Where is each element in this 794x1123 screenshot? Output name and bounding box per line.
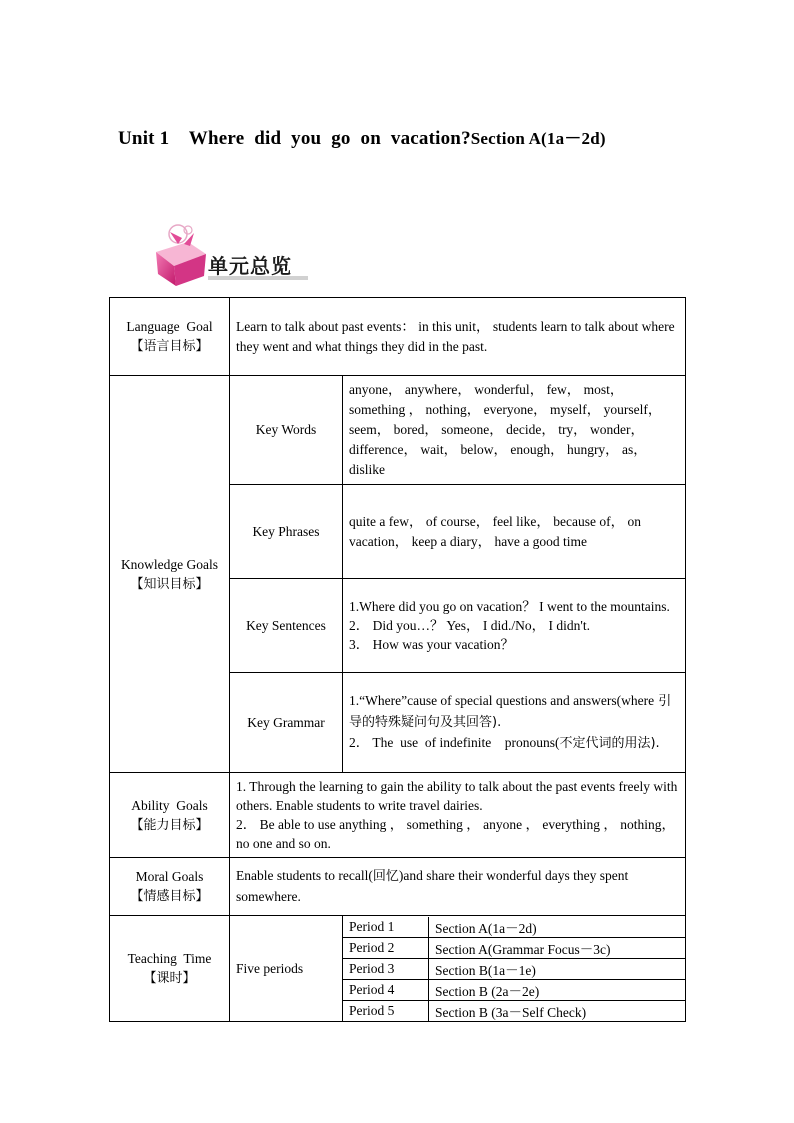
title-section: Section A(1a－2d)	[470, 129, 606, 148]
period-name: Period 4	[343, 979, 429, 1000]
ability-goals-label-cn: 【能力目标】	[130, 817, 209, 833]
teaching-time-label-cn: 【课时】	[143, 971, 196, 986]
teaching-time-row	[110, 916, 686, 1022]
moral-goals-label-cn: 【情感目标】	[130, 889, 209, 904]
moral-goals-row	[110, 858, 686, 916]
key-phrases-label: Key Phrases	[230, 485, 343, 579]
moral-goals-label-en: Moral Goals	[135, 869, 204, 884]
period-section: Section B(1a－1e)	[429, 958, 686, 979]
language-goal-label-cn: 【语言目标】	[130, 339, 209, 354]
teaching-time-label	[110, 916, 230, 1022]
key-grammar-content	[343, 673, 686, 773]
moral-goals-text-cn: 回忆	[372, 869, 399, 884]
page-title	[118, 124, 606, 150]
key-sentence-line: 1.Where did you go on vacation？ I went to the mountains.	[349, 599, 670, 614]
teaching-time-label-en: Teaching Time	[127, 951, 212, 966]
moral-goals-text-a: Enable students to recall(	[236, 868, 373, 883]
key-phrases-content: quite a few， of course， feel like， because of， on vacation， keep a diary， have a good time	[343, 485, 686, 579]
moral-goals-label	[110, 858, 230, 916]
period-row	[343, 958, 685, 979]
ability-goals-row	[110, 773, 686, 858]
key-sentences-label: Key Sentences	[230, 579, 343, 673]
key-grammar-line-2-en: 2． The use of indefinite pronouns(	[349, 735, 560, 750]
period-row	[343, 937, 685, 958]
key-words-content: anyone， anywhere， wonderful， few， most， something ， nothing， everyone， myself， yourself， seem， bored， someone， decide， try， wonder， difference， wait， below， enough， hungry， as， dislike	[343, 376, 686, 485]
moral-goals-content	[230, 858, 686, 916]
key-grammar-label: Key Grammar	[230, 673, 343, 773]
period-section: Section B (3a－Self Check)	[435, 1004, 587, 1020]
periods-table	[343, 917, 685, 1021]
periods-count: Five periods	[230, 916, 343, 1022]
ability-goals-label-en: Ability Goals	[131, 797, 208, 813]
period-name: Period 3	[343, 958, 429, 979]
ability-goal-line: 1. Through the learning to gain the ability to talk about the past events freely with others. Enable students to write travel dairies.	[236, 779, 678, 813]
language-goal-content: Learn to talk about past events： in this unit， students learn to talk about where they went and what things they did in the past.	[230, 298, 686, 376]
key-grammar-line-1	[349, 691, 679, 733]
language-goal-row	[110, 298, 686, 376]
key-grammar-line-2	[349, 733, 679, 754]
key-sentence-line: 2． Did you…？ Yes， I did./No， I didn't.	[349, 618, 590, 633]
periods-cell	[343, 916, 686, 1022]
period-row	[343, 917, 685, 938]
key-words-row	[110, 376, 686, 485]
period-name: Period 5	[343, 1000, 429, 1021]
period-row	[343, 979, 685, 1000]
language-goal-label	[110, 298, 230, 376]
ability-goals-content	[230, 773, 686, 858]
period-name: Period 2	[343, 937, 429, 958]
period-row	[343, 1000, 685, 1021]
knowledge-goals-label-en: Knowledge Goals	[120, 556, 219, 572]
key-sentence-line: 3． How was your vacation？	[349, 637, 514, 652]
overview-table	[109, 297, 686, 1022]
period-section: Section A(1a－2d)	[429, 917, 686, 938]
title-main: Unit 1 Where did you go on vacation?	[118, 128, 471, 149]
key-words-label: Key Words	[230, 376, 343, 485]
period-name: Period 1	[343, 917, 429, 938]
language-goal-label-en: Language Goal	[126, 319, 213, 334]
key-grammar-line-2-cn: 不定代词的用法).	[559, 736, 660, 751]
knowledge-goals-label	[110, 376, 230, 773]
period-section: Section A(Grammar Focus－3c)	[429, 937, 686, 958]
ability-goal-line: 2． Be able to use anything ， something ， anyone ， everything ， nothing， no one and so on.	[236, 817, 676, 851]
knowledge-goals-label-cn: 【知识目标】	[130, 576, 209, 592]
key-sentences-content	[343, 579, 686, 673]
ability-goals-label	[110, 773, 230, 858]
key-grammar-line-1-cn: 引导的特殊疑问句及其回答).	[349, 694, 672, 730]
period-section: Section B (2a－2e)	[429, 979, 686, 1000]
key-grammar-line-1-en: 1.“Where”cause of special questions and answers(where	[349, 693, 655, 708]
moral-goals-text-b: )and share their wonderful days they spent somewhere.	[236, 868, 629, 904]
banner-title: 单元总览	[208, 254, 292, 278]
